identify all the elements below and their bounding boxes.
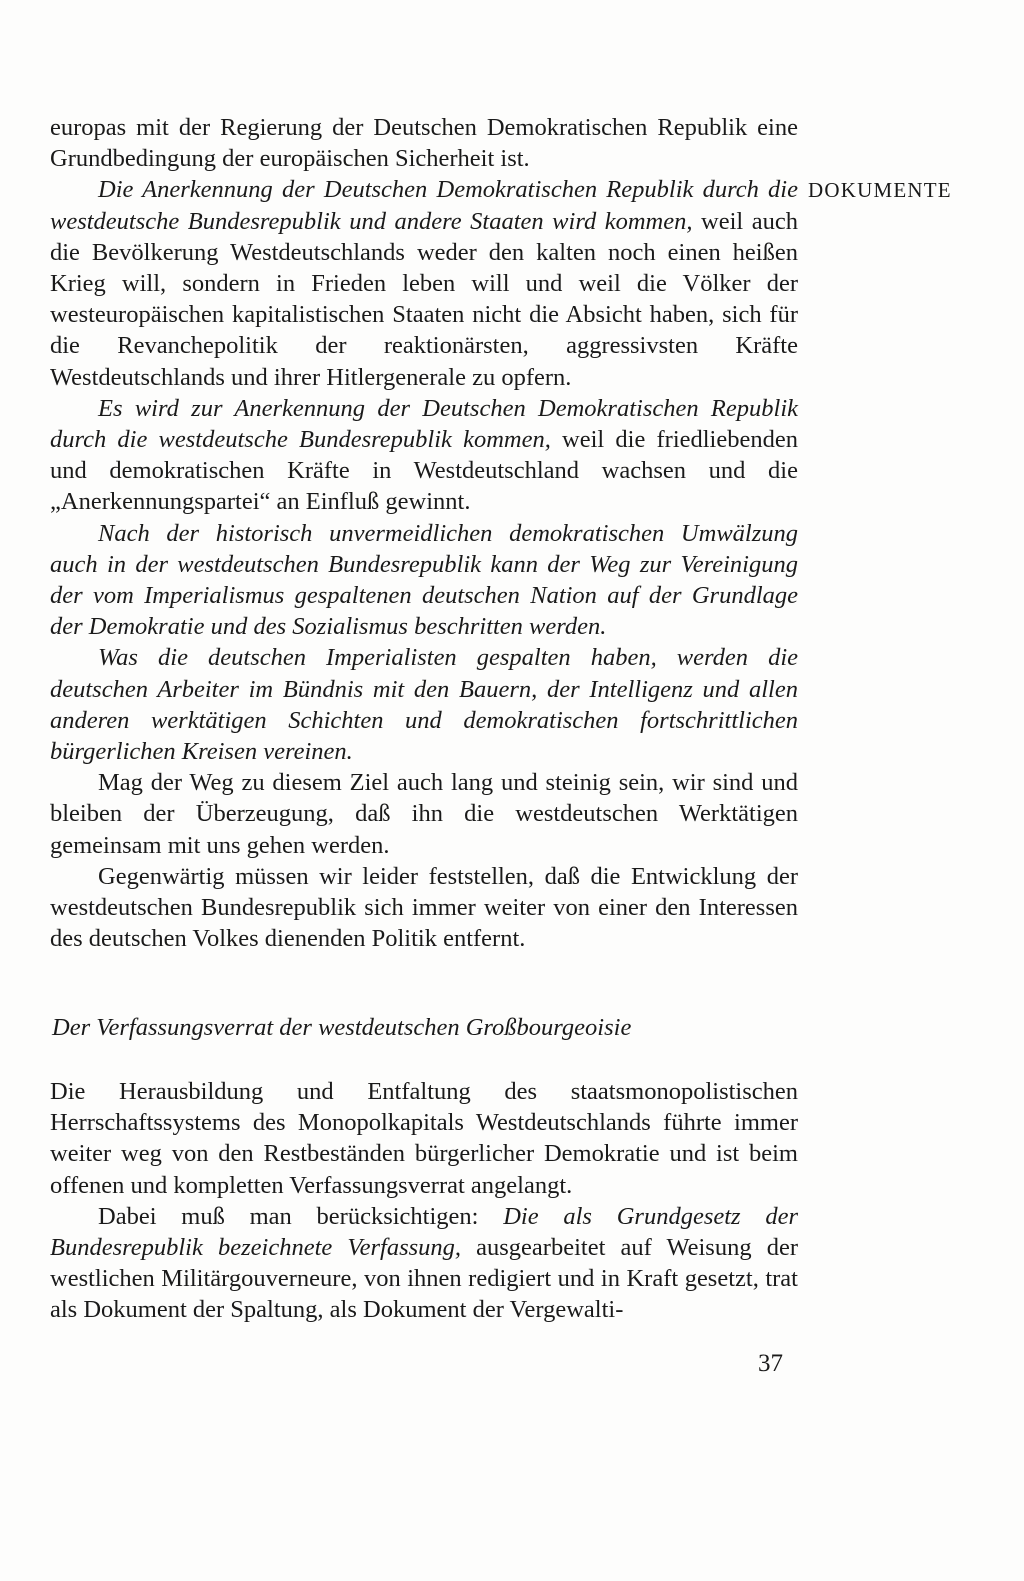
paragraph: Mag der Weg zu diesem Ziel auch lang und steinig sein, wir sind und bleiben der Überzeugung, daß ihn die westdeutschen Werktätigen gemeinsam mit uns gehen werden. — [50, 769, 798, 859]
paragraph — [50, 393, 798, 518]
margin-label: DOKUMENTE — [808, 178, 952, 202]
paragraph: Die Herausbildung und Entfaltung des staatsmonopolistischen Herrschaftssystems des Monopolkapitals Westdeutschlands führte immer weiter weg von den Restbeständen bürgerlicher Demokratie und ist beim offenen und kompletten Verfassungsverrat angelangt. — [50, 1078, 798, 1199]
paragraph: Was die deutschen Imperialisten gespalten haben, werden die deutschen Arbeiter im Bündnis mit den Bauern, der Intelligenz und allen anderen werktätigen Schichten und demokratischen fortschrittlichen bürgerlichen Kreisen vereinen. — [50, 644, 798, 766]
italic-text: Die Anerkennung der Deutschen Demokratischen Republik durch die westdeutsche Bundesrepublik und andere Staaten wird kommen, — [50, 176, 798, 235]
paragraph: europas mit der Regierung der Deutschen Demokratischen Republik eine Grundbedingung der europäischen Sicherheit ist. — [50, 114, 798, 173]
section-heading: Der Verfassungsverrat der westdeutschen Großbourgeoisie — [52, 1014, 632, 1041]
paragraph: Gegenwärtig müssen wir leider feststellen, daß die Entwicklung der westdeutschen Bundesrepublik sich immer weiter von einer den Interessen des deutschen Volkes dienenden Politik entfernt. — [50, 862, 798, 953]
italic-text: Es wird zur Anerkennung der Deutschen Demokratischen Republik durch die westdeutsche Bundesrepublik kommen, — [50, 394, 798, 454]
paragraph-text: weil die friedliebenden und demokratischen Kräfte in Westdeutschland wachsen und die „Anerkennungspartei“ an Einfluß gewinnt. — [50, 426, 798, 516]
page-number: 37 — [758, 1350, 783, 1377]
paragraph: Nach der historisch unvermeidlichen demokratischen Umwälzung auch in der westdeutschen Bundesrepublik kann der Weg zur Vereinigung der vom Imperialismus gespaltenen deutschen Nation auf der Grundlage der Demokratie und des Sozialismus beschritten werden. — [50, 519, 798, 641]
italic-text: Die als Grundgesetz der Bundesrepublik bezeichnete Verfassung, — [50, 1202, 798, 1262]
paragraph-text: weil auch die Bevölkerung Westdeutschlands weder den kalten noch einen heißen Krieg will, sondern in Frieden leben will und weil die Völker der westeuropäischen kapitalistischen Staaten nicht die Absicht haben, sich für die Revanchepolitik der reaktionärsten, aggressivsten Kräfte Westdeutschlands und ihrer Hitlergenerale zu opfern. — [50, 207, 798, 391]
body-text-section-1 — [50, 112, 798, 954]
paragraph — [50, 1201, 798, 1326]
body-text-section-2 — [50, 1076, 798, 1326]
paragraph-text: ausgearbeitet auf Weisung der westlichen Militärgouverneure, von ihnen redigiert und in Kraft gesetzt, trat als Dokument der Spaltung, als Dokument der Vergewalti- — [50, 1234, 798, 1324]
paragraph-text: Dabei muß man berücksichtigen: — [98, 1202, 504, 1230]
paragraph — [50, 174, 798, 392]
